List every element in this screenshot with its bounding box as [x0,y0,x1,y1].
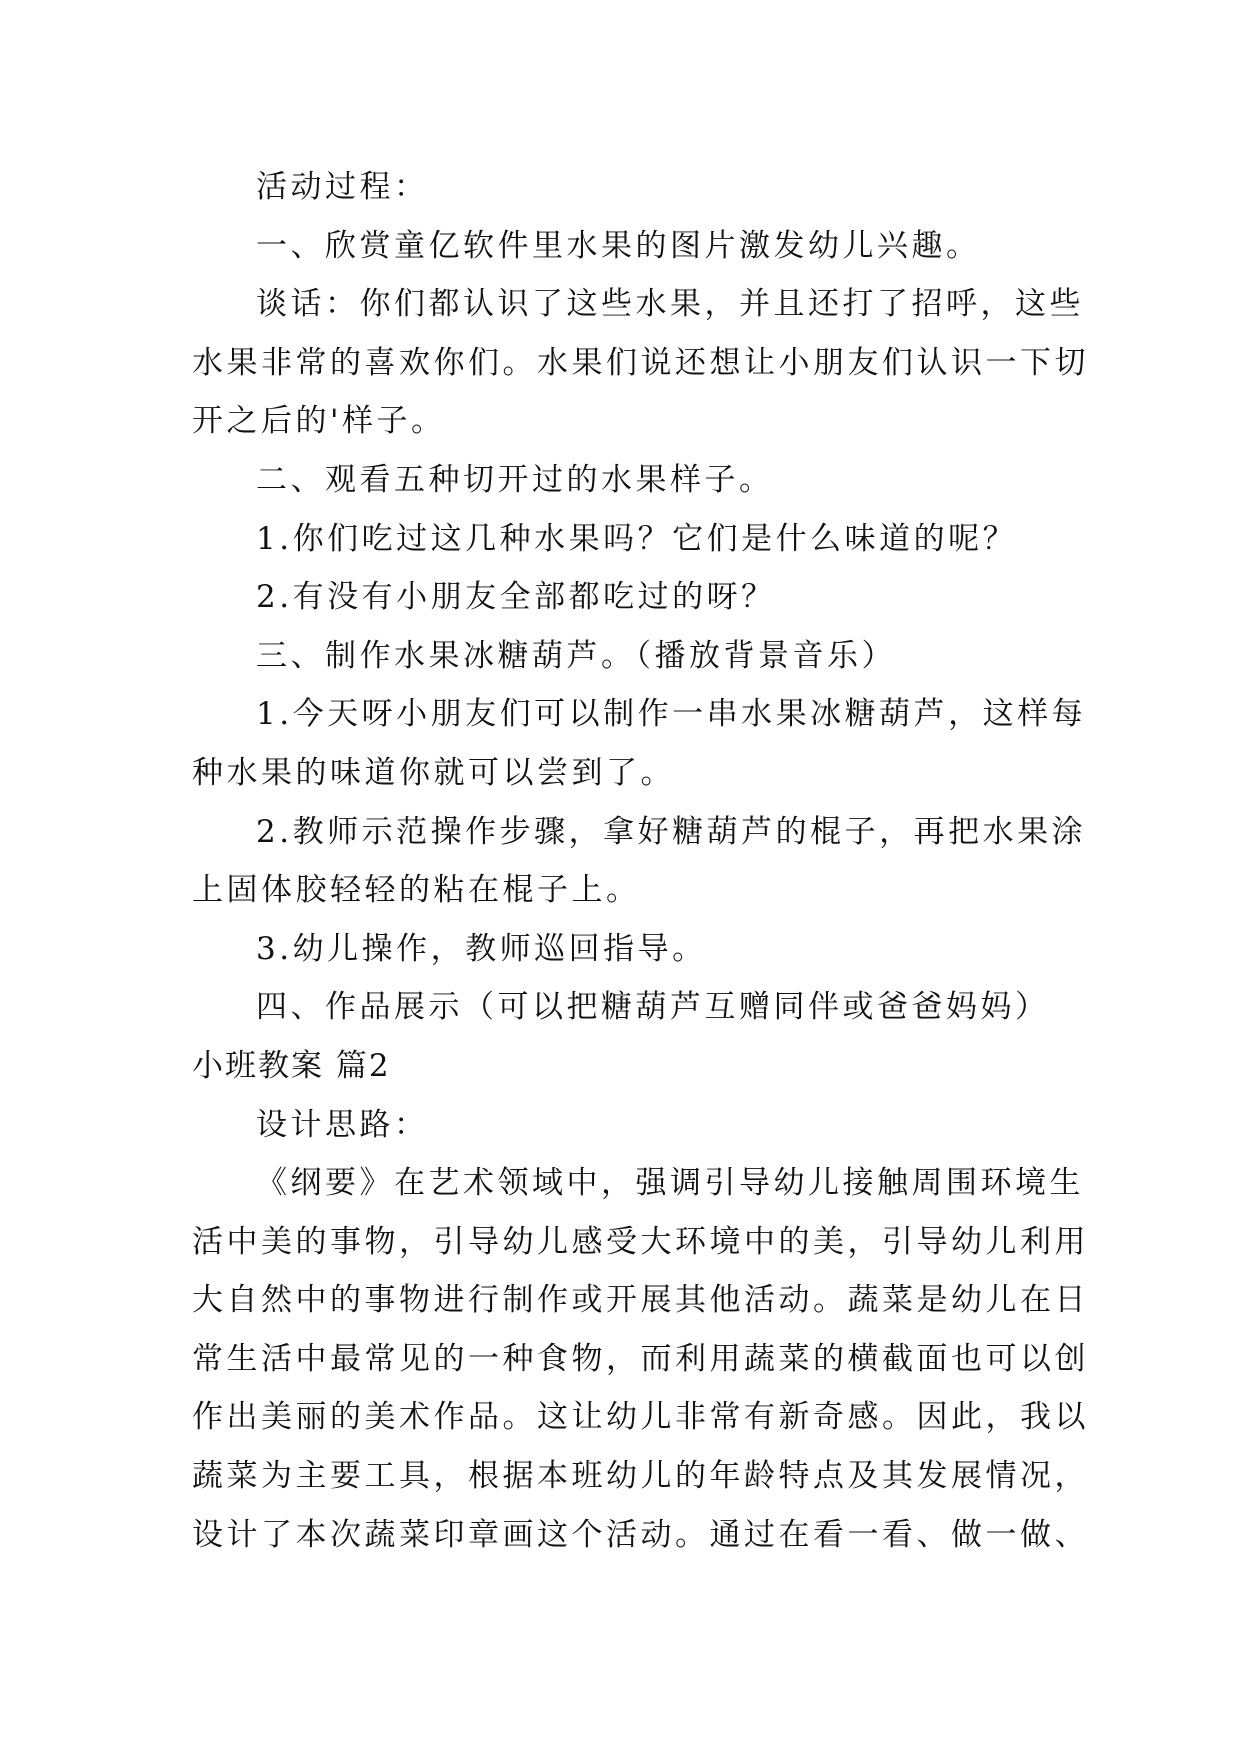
paragraph-line: 谈话：你们都认识了这些水果，并且还打了招呼，这些 [256,286,1084,323]
paragraph-line: 设计了本次蔬菜印章画这个活动。通过在看一看、做一做、 [192,1516,1089,1553]
lesson-plan-title: 小班教案 篇2 [192,1047,391,1084]
list-item: 2.有没有小朋友全部都吃过的呀？ [256,579,776,616]
step-one-heading: 一、欣赏童亿软件里水果的图片激发幼儿兴趣。 [256,227,981,264]
paragraph-line: 大自然中的事物进行制作或开展其他活动。蔬菜是幼儿在日 [192,1282,1089,1319]
step-three-heading: 三、制作水果冰糖葫芦。（播放背景音乐） [256,637,896,674]
list-item: 3.幼儿操作，教师巡回指导。 [256,930,707,967]
list-item: 2.教师示范操作步骤，拿好糖葫芦的棍子，再把水果涂 [256,813,1087,850]
paragraph-line: 作出美丽的美术作品。这让幼儿非常有新奇感。因此，我以 [192,1399,1089,1436]
step-four-heading: 四、作品展示（可以把糖葫芦互赠同伴或爸爸妈妈） [256,989,1050,1026]
paragraph-line: 上固体胶轻轻的粘在棍子上。 [192,872,641,909]
document-body [192,158,1089,1564]
paragraph-line: 蔬菜为主要工具，根据本班幼儿的年龄特点及其发展情况， [192,1458,1089,1495]
section-heading-design-idea: 设计思路： [256,1106,429,1143]
list-item: 1.你们吃过这几种水果吗？它们是什么味道的呢？ [256,520,1018,557]
paragraph-line: 常生活中最常见的一种食物，而利用蔬菜的横截面也可以创 [192,1340,1089,1377]
step-two-heading: 二、观看五种切开过的水果样子。 [256,461,774,498]
paragraph-line: 开之后的'样子。 [192,403,446,440]
paragraph-line: 《纲要》在艺术领域中，强调引导幼儿接触周围环境生 [256,1165,1084,1202]
paragraph-line: 种水果的味道你就可以尝到了。 [192,754,675,791]
paragraph-line: 活中美的事物，引导幼儿感受大环境中的美，引导幼儿利用 [192,1223,1089,1260]
list-item: 1.今天呀小朋友们可以制作一串水果冰糖葫芦，这样每 [256,696,1087,733]
section-heading-activity-process: 活动过程： [256,169,429,205]
paragraph-line: 水果非常的喜欢你们。水果们说还想让小朋友们认识一下切 [192,344,1089,381]
